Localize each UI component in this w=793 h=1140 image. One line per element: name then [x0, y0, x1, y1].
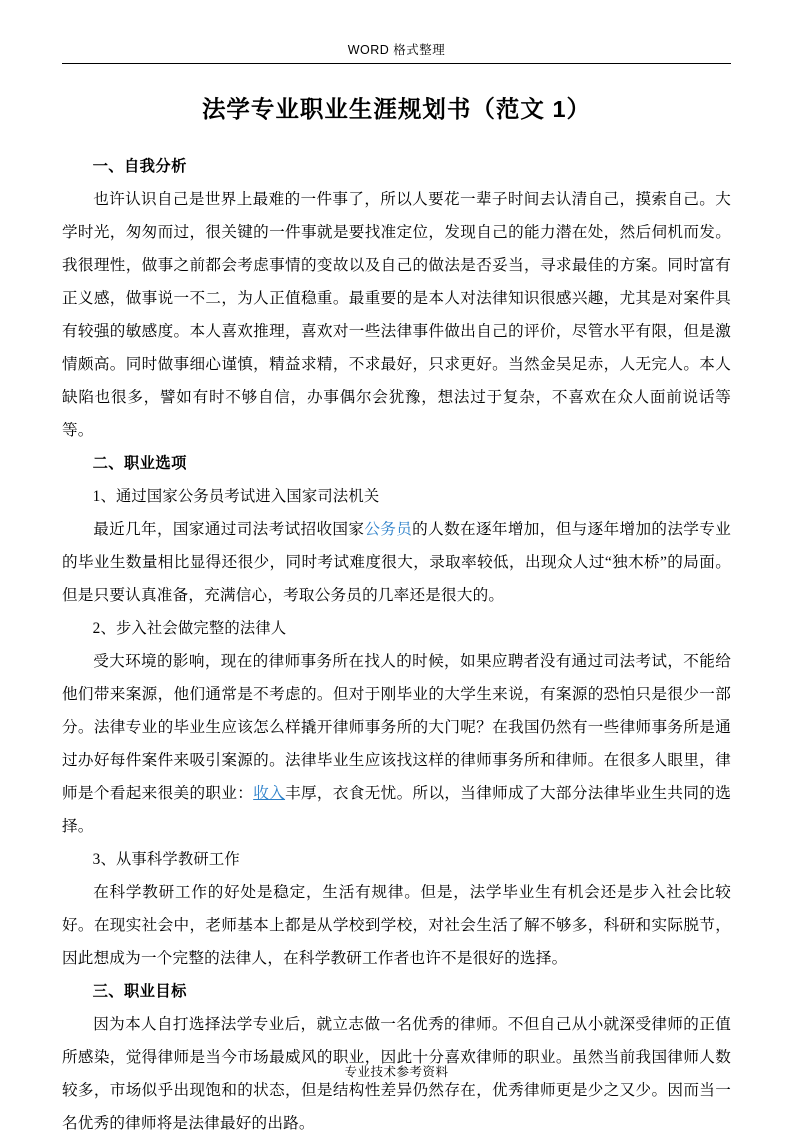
section-heading-career-goal: 三、职业目标 — [92, 983, 187, 1000]
section-heading-self-analysis: 一、自我分析 — [92, 158, 187, 175]
page-title: 法学专业职业生涯规划书（范文 1） — [201, 96, 592, 122]
page-footer: 专业技术参考资料 — [344, 1065, 449, 1079]
text-run: 最近几年，国家通过司法考试招收国家 — [93, 521, 365, 538]
subheading-enter-society: 2、步入社会做完整的法律人 — [92, 620, 287, 637]
subheading-research-work: 3、从事科学教研工作 — [92, 851, 240, 868]
paragraph-research-work: 在科学教研工作的好处是稳定，生活有规律。但是，法学毕业生有机会还是步入社会比较好。在现实社会中，老师基本上都是从学校到学校，对社会生活了解不够多，科研和实际脱节，因此想成为一个完整的法律人，在科学教研工作者也许不是很好的选择。 — [62, 884, 731, 967]
paragraph-enter-society — [62, 645, 731, 843]
subheading-civil-service-exam: 1、通过国家公务员考试进入国家司法机关 — [92, 488, 380, 505]
header-divider — [62, 63, 731, 64]
page-header: WORD 格式整理 — [347, 43, 446, 57]
link-income[interactable]: 收入 — [253, 785, 286, 802]
paragraph-self-analysis: 也许认识自己是世界上最难的一件事了，所以人要花一辈子时间去认清自己，摸索自己。大学时光，匆匆而过，很关键的一件事就是要找准定位，发现自己的能力潜在处，然后伺机而发。我很理性，做事之前都会考虑事情的变故以及自己的做法是否妥当，寻求最佳的方案。同时富有正义感，做事说一不二，为人正值稳重。最重要的是本人对法律知识很感兴趣，尤其是对案件具有较强的敏感度。本人喜欢推理，喜欢对一些法律事件做出自己的评价，尽管水平有限，但是激情颇高。同时做事细心谨慎，精益求精，不求最好，只求更好。当然金吴足赤，人无完人。本人缺陷也很多，譬如有时不够自信，办事偶尔会犹豫，想法过于复杂，不喜欢在众人面前说话等等。 — [62, 191, 731, 439]
text-run: 丰厚，衣食无忧。所以，当律师成了大部分法律毕业生共同的选择。 — [62, 785, 732, 835]
paragraph-career-goal: 因为本人自打选择法学专业后，就立志做一名优秀的律师。不但自己从小就深受律师的正值所感染，觉得律师是当今市场最威风的职业，因此十分喜欢律师的职业。虽然当前我国律师人数较多，市场似乎出现饱和的状态，但是结构性差异仍然存在，优秀律师更是少之又少。因而当一名优秀的律师将是法律最好的出路。 — [62, 1016, 731, 1132]
paragraph-civil-service-exam — [62, 513, 731, 612]
link-civil-servant[interactable]: 公务员 — [364, 521, 413, 538]
text-run: 的人数在逐年增加，但与逐年增加的法学专业的毕业生数量相比显得还很少，同时考试难度很大，录取率较低，出现众人过“独木桥”的局面。但是只要认真准备，充满信心，考取公务员的几率还是很大的。 — [62, 521, 731, 604]
text-run: 受大环境的影响，现在的律师事务所在找人的时候，如果应聘者没有通过司法考试，不能给他们带来案源，他们通常是不考虑的。但对于刚毕业的大学生来说，有案源的恐怕只是很少一部分。法律专业的毕业生应该怎么样撬开律师事务所的大门呢？在我国仍然有一些律师事务所是通过办好每件案件来吸引案源的。法律毕业生应该找这样的律师事务所和律师。在很多人眼里，律师是个看起来很美的职业： — [62, 653, 731, 802]
section-heading-career-options: 二、职业选项 — [92, 455, 187, 472]
